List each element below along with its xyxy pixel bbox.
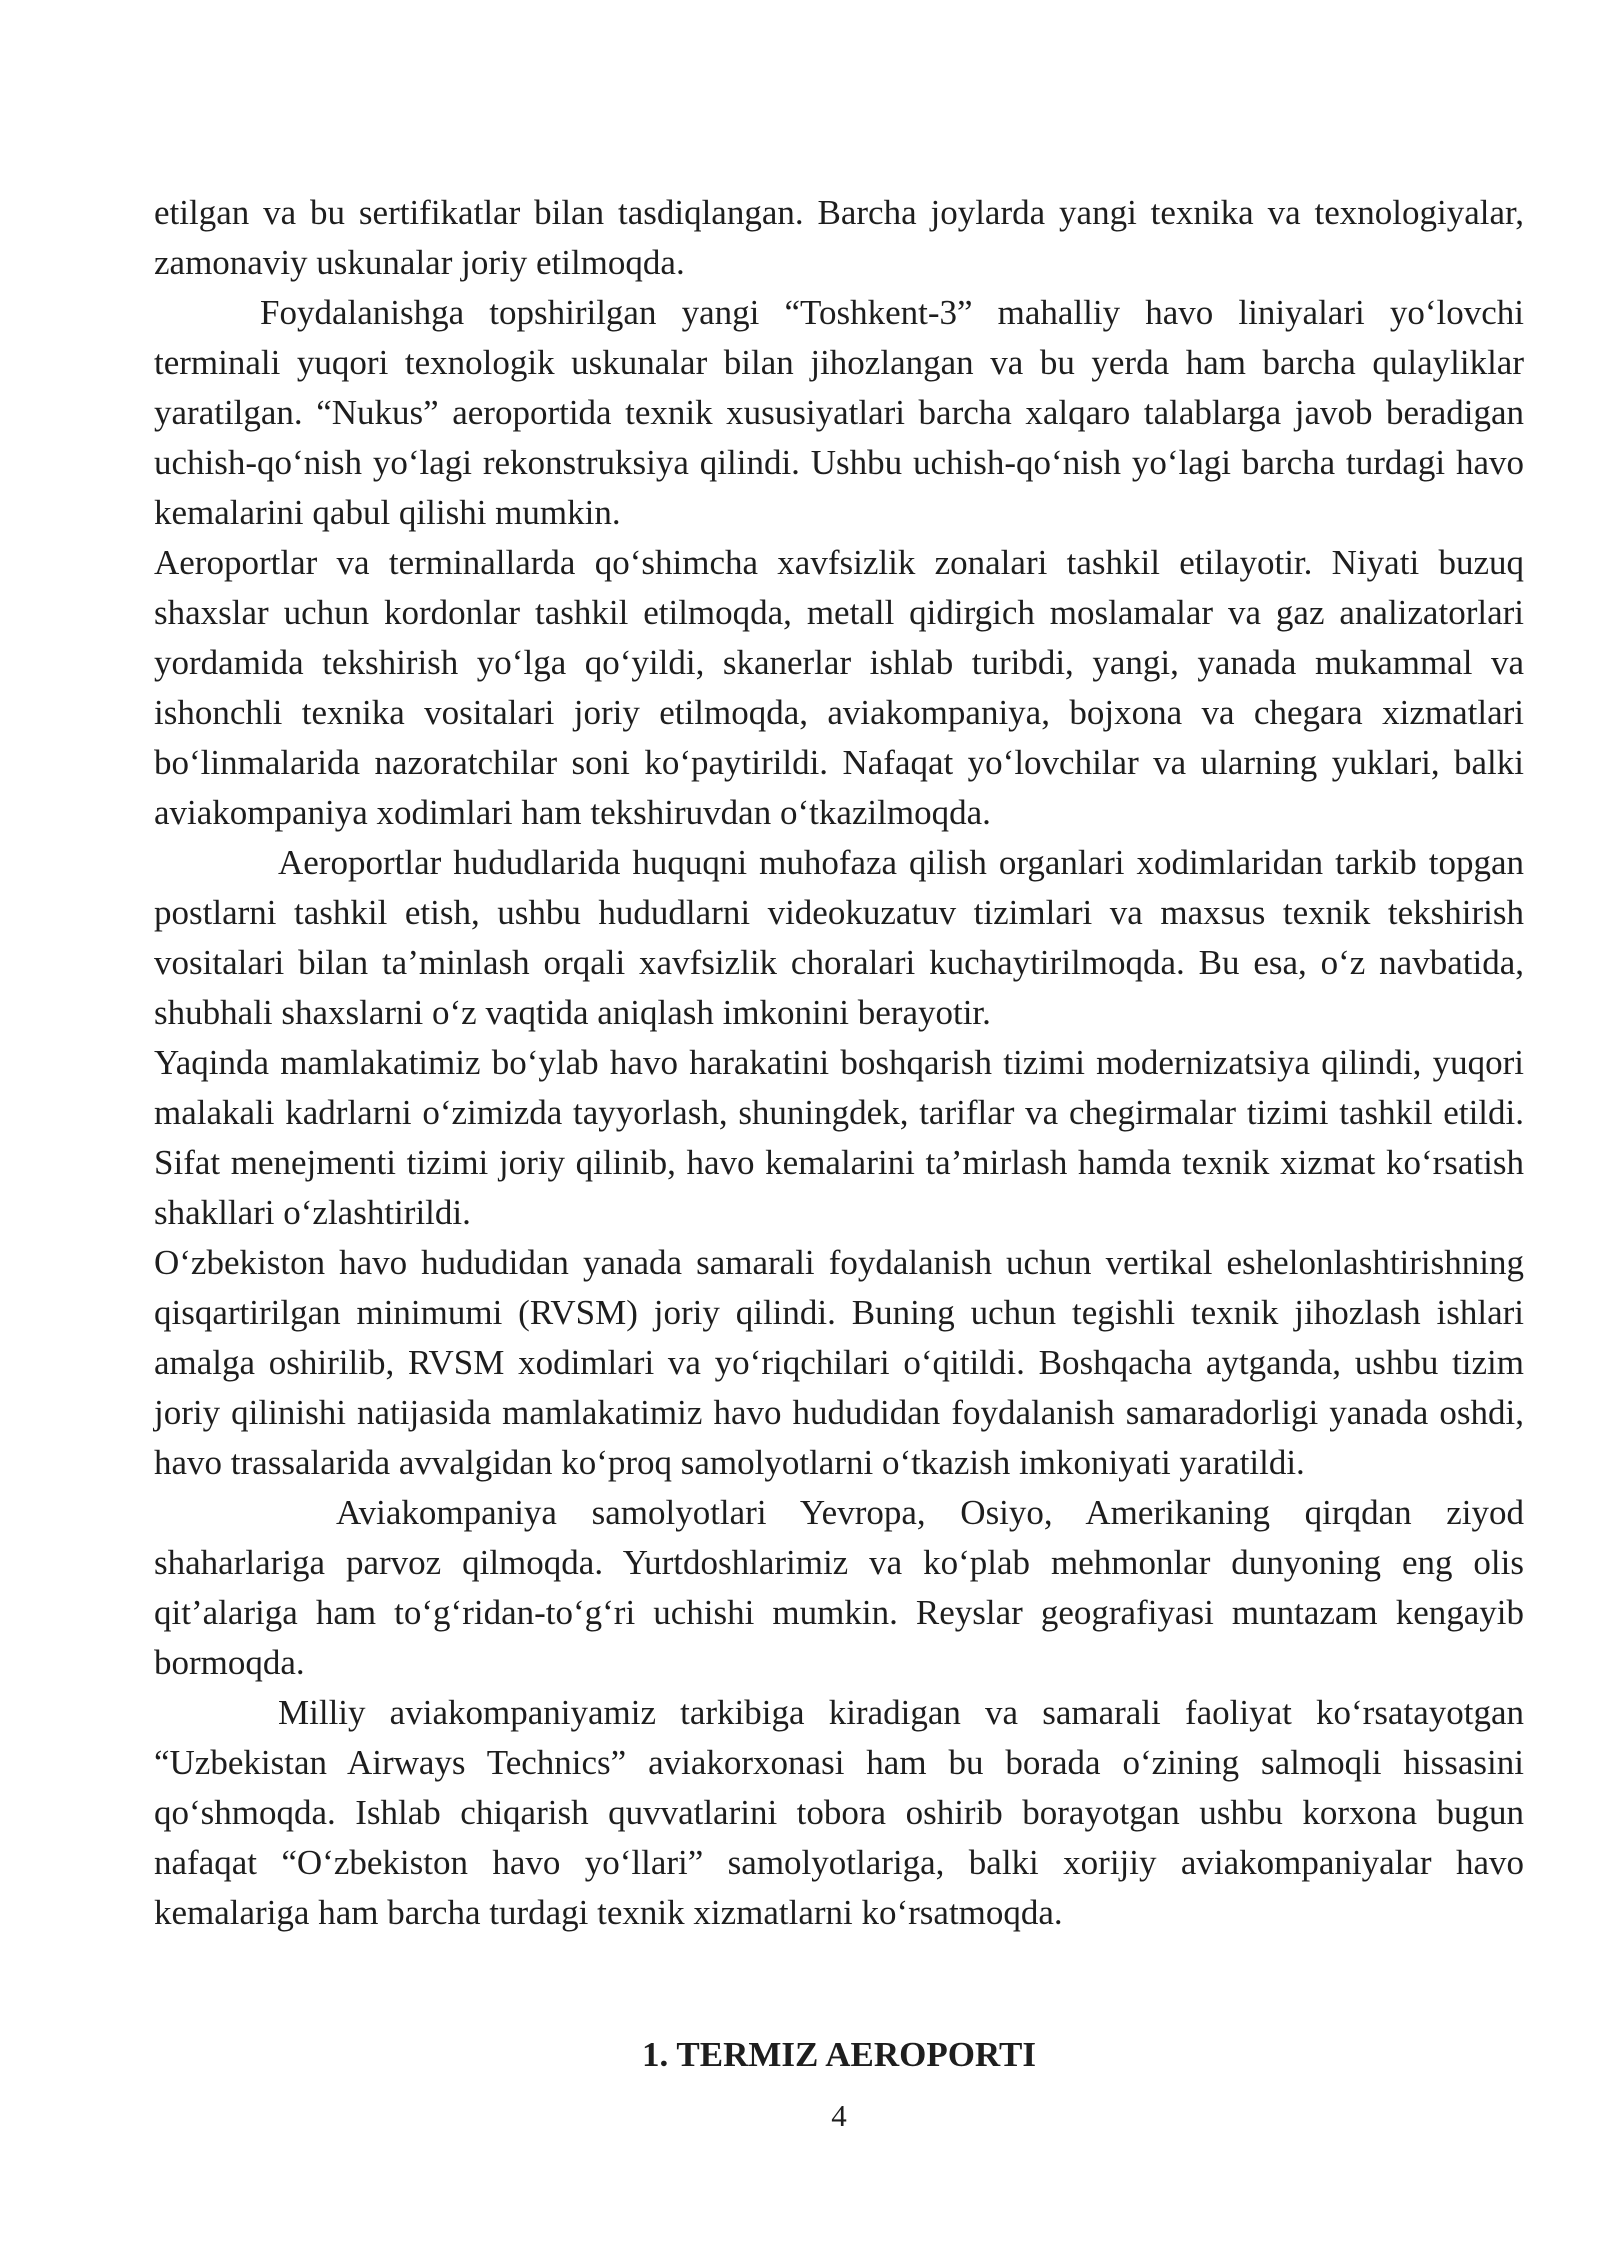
paragraph-certificates: etilgan va bu sertifikatlar bilan tasdiqlangan. Barcha joylarda yangi texnika va texnologiyalar, zamonaviy uskunalar joriy etilmoqda. — [154, 193, 1524, 282]
paragraph-flights-geography: Aviakompaniya samolyotlari Yevropa, Osiyo, Amerikaning qirqdan ziyod shaharlariga parvoz qilmoqda. Yurtdoshlarimiz va ko‘plab mehmonlar dunyoning eng olis qit’alariga ham to‘g‘ridan-to‘g‘ri uchishi mumkin. Reyslar geografiyasi muntazam kengayib bormoqda. — [154, 1493, 1524, 1682]
paragraph-rvsm: O‘zbekiston havo hududidan yanada samarali foydalanish uchun vertikal eshelonlashtirishning qisqartirilgan minimumi (RVSM) joriy qilindi. Buning uchun tegishli texnik jihozlash ishlari amalga oshirilib, RVSM xodimlari va yo‘riqchilari o‘qitildi. Boshqacha aytganda, ushbu tizim joriy qilinishi natijasida mamlakatimiz havo hududidan foydalanish samaradorligi yanada oshdi, havo trassalarida avvalgidan ko‘proq samolyotlarni o‘tkazish imkoniyati yaratildi. — [154, 1243, 1524, 1482]
paragraph-security-zones: Aeroportlar va terminallarda qo‘shimcha xavfsizlik zonalari tashkil etilayotir. Niyati buzuq shaxslar uchun kordonlar tashkil etilmoqda, metall qidirgich moslamalar va gaz analizatorlari yordamida tekshirish yo‘lga qo‘yildi, skanerlar ishlab turibdi, yangi, yanada mukammal va ishonchli texnika vositalari joriy etilmoqda, aviakompaniya, bojxona va chegara xizmatlari bo‘linmalarida nazoratchilar soni ko‘paytirildi. Nafaqat yo‘lovchilar va ularning yuklari, balki aviakompaniya xodimlari ham tekshiruvdan o‘tkazilmoqda. — [154, 543, 1524, 832]
body-text — [154, 188, 1524, 1938]
paragraph-toshkent-terminal: Foydalanishga topshirilgan yangi “Toshkent-3” mahalliy havo liniyalari yo‘lovchi terminali yuqori texnologik uskunalar bilan jihozlangan va bu yerda ham barcha qulayliklar yaratilgan. “Nukus” aeroportida texnik xususiyatlari barcha xalqaro talablarga javob beradigan uchish-qo‘nish yo‘lagi rekonstruksiya qilindi. Ushbu uchish-qo‘nish yo‘lagi barcha turdagi havo kemalarini qabul qilishi mumkin. — [154, 293, 1524, 532]
paragraph-airways-technics: Milliy aviakompaniyamiz tarkibiga kiradigan va samarali faoliyat ko‘rsatayotgan “Uzbekistan Airways Technics” aviakorxonasi ham bu borada o‘zining salmoqli hissasini qo‘shmoqda. Ishlab chiqarish quvvatlarini tobora oshirib borayotgan ushbu korxona bugun nafaqat “O‘zbekiston havo yo‘llari” samolyotlariga, balki xorijiy aviakompaniyalar havo kemalariga ham barcha turdagi texnik xizmatlarni ko‘rsatmoqda. — [154, 1693, 1524, 1932]
paragraph-law-enforcement-posts: Aeroportlar hududlarida huquqni muhofaza qilish organlari xodimlaridan tarkib topgan postlarni tashkil etish, ushbu hududlarni videokuzatuv tizimlari va maxsus texnik tekshirish vositalari bilan ta’minlash orqali xavfsizlik choralari kuchaytirilmoqda. Bu esa, o‘z navbatida, shubhali shaxslarni o‘z vaqtida aniqlash imkonini berayotir. — [154, 843, 1524, 1032]
page-number: 4 — [831, 2098, 847, 2133]
paragraph-air-traffic-modernization: Yaqinda mamlakatimiz bo‘ylab havo harakatini boshqarish tizimi modernizatsiya qilindi, yuqori malakali kadrlarni o‘zimizda tayyorlash, shuningdek, tariflar va chegirmalar tizimi tashkil etildi. Sifat menejmenti tizimi joriy qilinib, havo kemalarini ta’mirlash hamda texnik xizmat ko‘rsatish shakllari o‘zlashtirildi. — [154, 1043, 1524, 1232]
section-heading: 1. TERMIZ AEROPORTI — [642, 2035, 1036, 2074]
